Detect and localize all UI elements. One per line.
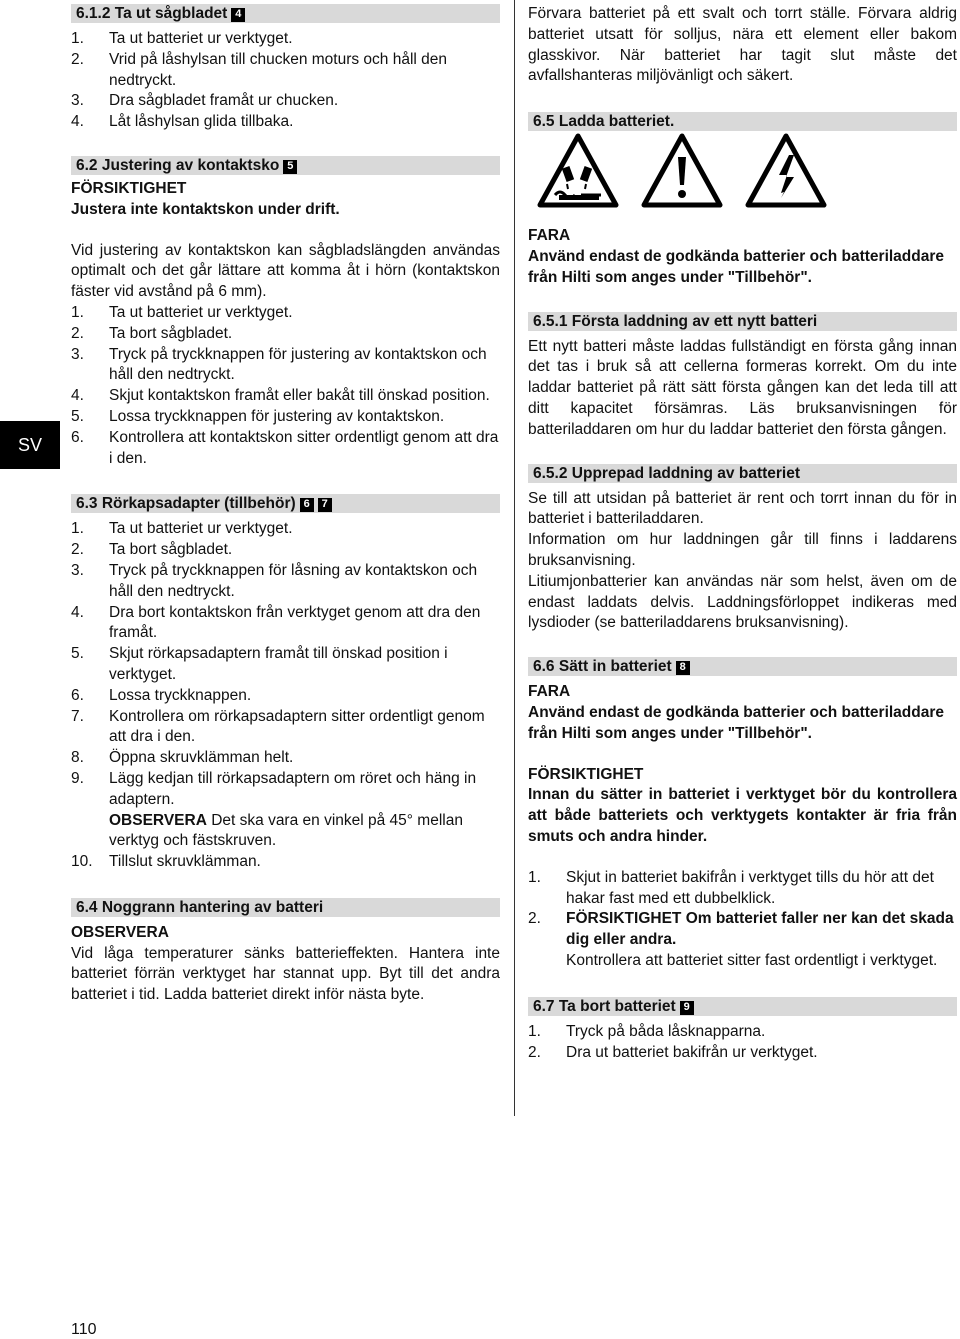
list-item: 2. Vrid på låshylsan till chucken moturs och håll den nedtryckt. [71,50,448,89]
figure-ref: 8 [676,661,690,675]
section-heading-6-5-1: 6.5.1 Första laddning av ett nytt batteri [528,312,957,331]
note-label: OBSERVERA [109,811,207,829]
list-item: 10. Tillslut skruvklämman. [71,853,261,871]
section-heading-6-5-2: 6.5.2 Upprepad laddning av batteriet [528,464,957,483]
caution-label: FÖRSIKTIGHET [71,179,187,197]
list-item: 5. Lossa tryckknappen för justering av kontaktskon. [71,407,445,425]
list-item: 8. Öppna skruvklämman helt. [71,749,294,767]
list-item: 4. Skjut kontaktskon framåt eller bakåt till önskad position. [71,387,490,405]
left-column [71,4,500,1006]
electric-hazard-icon [745,133,827,209]
column-divider [514,0,515,1116]
figure-ref: 4 [231,8,245,22]
danger-label: FARA [528,683,571,701]
warning-icons [537,131,957,209]
caution-label: FÖRSIKTIGHET [528,765,644,783]
list-item: 5. Skjut rörkapsadaptern framåt till önskad position i verktyget. [71,645,448,683]
caution-text: Justera inte kontaktskon under drift. [71,200,340,218]
figure-ref: 6 [300,498,314,512]
storage-paragraph: Förvara batteriet på ett svalt och torrt ställe. Förvara aldrig batteriet utsatt för solljus, nära ett element eller bakom glasskivor. När batteriet har tagit slut måste det avfallshanteras miljövänligt och säkert. [528,5,957,85]
general-warning-icon [641,133,723,209]
list-item: 4. Låt låshylsan glida tillbaka. [71,113,294,131]
section-heading-6-2: 6.2 Justering av kontaktsko 5 [71,156,500,175]
intro-paragraph: Vid justering av kontaktskon kan sågbladslängden användas optimalt och det går lättare att komma åt i hörn (kontaktskon fäster vid avstånd på 6 mm). [71,241,500,301]
section-heading-6-5: 6.5 Ladda batteriet. [528,112,957,131]
section-heading-6-7: 6.7 Ta bort batteriet 9 [528,997,957,1016]
steps-6-7 [528,1022,957,1064]
section-heading-6-3: 6.3 Rörkapsadapter (tillbehör) 6 7 [71,494,500,513]
list-item: 2. Dra ut batteriet bakifrån ur verktyget. [528,1043,818,1061]
recharge-paragraph-1: Se till att utsidan på batteriet är rent och torrt innan du för in batteriet i batteriladdaren. [528,489,957,528]
language-tab: SV [0,421,60,469]
steps-6-2 [71,303,500,469]
steps-6-1-2 [71,29,500,133]
steps-6-6 [528,868,957,972]
list-item: 3. Tryck på tryckknappen för låsning av kontaktskon och håll den nedtryckt. [71,561,478,600]
list-item: 1. Skjut in batteriet bakifrån i verktyget tills du hör att det hakar fast med ett dubbelklick. [528,868,934,907]
danger-text: Använd endast de godkända batterier och batteriladdare från Hilti som anges under "Tillbehör". [528,703,945,742]
list-item: 2. FÖRSIKTIGHET Om batteriet faller ner kan det skada dig eller andra. Kontrollera att batteriet sitter fast ordentligt i verktyget. [528,910,954,969]
list-item: 7. Kontrollera om rörkapsadaptern sitter ordentligt genom att dra i den. [71,707,485,746]
section-heading-6-1-2: 6.1.2 Ta ut sågbladet 4 [71,4,500,23]
list-item: 1. Tryck på båda låsknapparna. [528,1022,766,1040]
list-item: 2. Ta bort sågbladet. [71,324,233,342]
note-text: Det ska vara en vinkel på 45° mellan verktyg och fästskruven. [109,811,463,850]
list-item: 1. Ta ut batteriet ur verktyget. [71,303,293,321]
recharge-paragraph-2: Information om hur laddningen går till finns i laddarens bruksanvisning. [528,531,957,569]
list-item: 1. Ta ut batteriet ur verktyget. [71,520,293,538]
corrosive-warning-icon [537,133,619,209]
list-item: 6. Kontrollera att kontaktskon sitter ordentligt genom att dra i den. [71,428,499,467]
list-item: 4. Dra bort kontaktskon från verktyget genom att dra den framåt. [71,603,481,642]
list-item: 3. Tryck på tryckknappen för justering av kontaktskon och håll den nedtryckt. [71,345,487,384]
danger-label: FARA [528,227,571,245]
steps-6-3 [71,519,500,873]
danger-text: Använd endast de godkända batterier och batteriladdare från Hilti som anges under "Tillbehör". [528,247,945,286]
page-number: 110 [71,1321,97,1338]
list-item: 1. Ta ut batteriet ur verktyget. [71,30,293,47]
list-item: 6. Lossa tryckknappen. [71,686,252,704]
figure-ref: 9 [680,1001,694,1015]
right-column [528,4,957,1063]
recharge-paragraph-3: Litiumjonbatterier kan användas när som helst, även om de endast laddats delvis. Laddningsförloppet indikeras med lysdioder (se batteriladdarens bruksanvisning). [528,572,957,632]
section-heading-6-6: 6.6 Sätt in batteriet 8 [528,657,957,676]
figure-ref: 5 [283,160,297,174]
figure-ref: 7 [318,498,332,512]
list-item: 2. Ta bort sågbladet. [71,541,233,559]
battery-handling-paragraph: Vid låga temperaturer sänks batterieffekten. Hantera inte batteriet förrän verktyget har stannat upp. Byt till det andra batteriet i tid. Ladda batteriet direkt inför nästa byte. [71,944,500,1004]
caution-text: Innan du sätter in batteriet i verktyget bör du kontrollera att både batteriets och verktygets kontakter är fria från smuts och andra hinder. [528,786,957,845]
list-item: 3. Dra sågbladet framåt ur chucken. [71,92,339,110]
note-label: OBSERVERA [71,923,169,941]
section-heading-6-4: 6.4 Noggrann hantering av batteri [71,898,500,917]
list-item: 9. Lägg kedjan till rörkapsadaptern om röret och häng in adaptern. OBSERVERA Det ska vara en vinkel på 45° mellan verktyg och fästskruven. [71,769,477,850]
first-charge-paragraph: Ett nytt batteri måste laddas fullständigt en första gång innan det tas i bruk så att cellerna formeras korrekt. Om du inte laddar batteriet på rätt sätt första gången kan det leda till att ditt kapacitet försämras. Läs bruksanvisningen för batteriladdaren om hur du laddar batteriet den första gången. [528,337,957,438]
